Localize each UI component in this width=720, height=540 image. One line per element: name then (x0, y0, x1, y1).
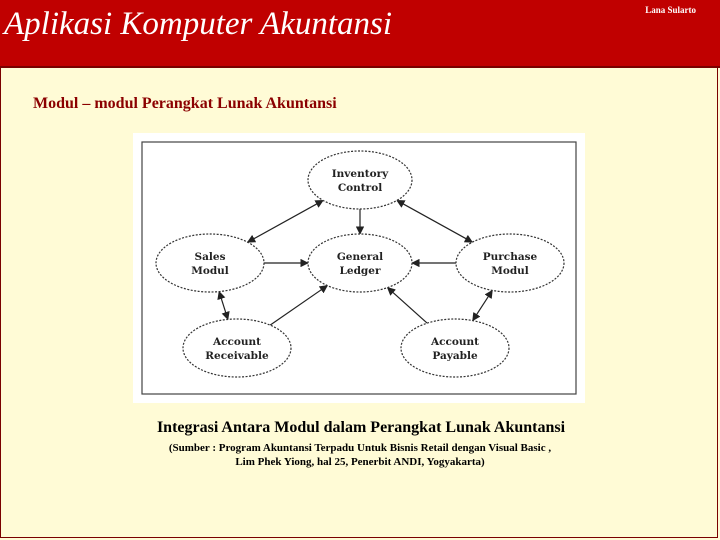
node-payable (401, 319, 509, 377)
node-receivable-label-1: Account (212, 336, 262, 348)
node-purchase (456, 234, 564, 292)
node-payable-label-2: Payable (432, 350, 478, 362)
node-purchase-label-1: Purchase (482, 251, 538, 263)
node-inventory-label-1: Inventory (331, 168, 389, 180)
node-inventory (308, 151, 412, 209)
source-line-2: Lim Phek Yiong, hal 25, Penerbit ANDI, Yogyakarta) (235, 456, 485, 468)
module-diagram (133, 133, 585, 403)
diagram-caption: Integrasi Antara Modul dalam Perangkat Lunak Akuntansi (156, 419, 566, 436)
edge-receivable-ledger (270, 286, 327, 326)
node-ledger (308, 234, 412, 292)
edge-payable-ledger (388, 288, 428, 324)
author-label: Lana Sularto (645, 5, 696, 15)
source-citation (130, 441, 590, 469)
node-payable-label-1: Account (430, 336, 480, 348)
module-diagram-svg (133, 133, 585, 403)
edge-inventory-sales (248, 200, 323, 242)
node-inventory-label-2: Control (337, 182, 383, 194)
source-line-1: (Sumber : Program Akuntansi Terpadu Untuk Bisnis Retail dengan Visual Basic , (168, 442, 552, 454)
edge-purchase-payable (473, 290, 493, 320)
slide-subtitle: Modul – modul Perangkat Lunak Akuntansi (33, 95, 337, 112)
title-bar (0, 0, 720, 68)
node-receivable-label-2: Receivable (205, 350, 269, 362)
node-ledger-label-1: General (336, 251, 384, 263)
node-sales (156, 234, 264, 292)
edge-sales-receivable (219, 292, 228, 320)
node-receivable (183, 319, 291, 377)
node-purchase-label-2: Modul (491, 265, 529, 277)
edge-inventory-purchase (397, 200, 472, 242)
node-ledger-label-2: Ledger (339, 265, 381, 277)
node-sales-label-2: Modul (191, 265, 229, 277)
slide-title: Aplikasi Komputer Akuntansi (4, 6, 393, 42)
node-sales-label-1: Sales (194, 251, 226, 263)
